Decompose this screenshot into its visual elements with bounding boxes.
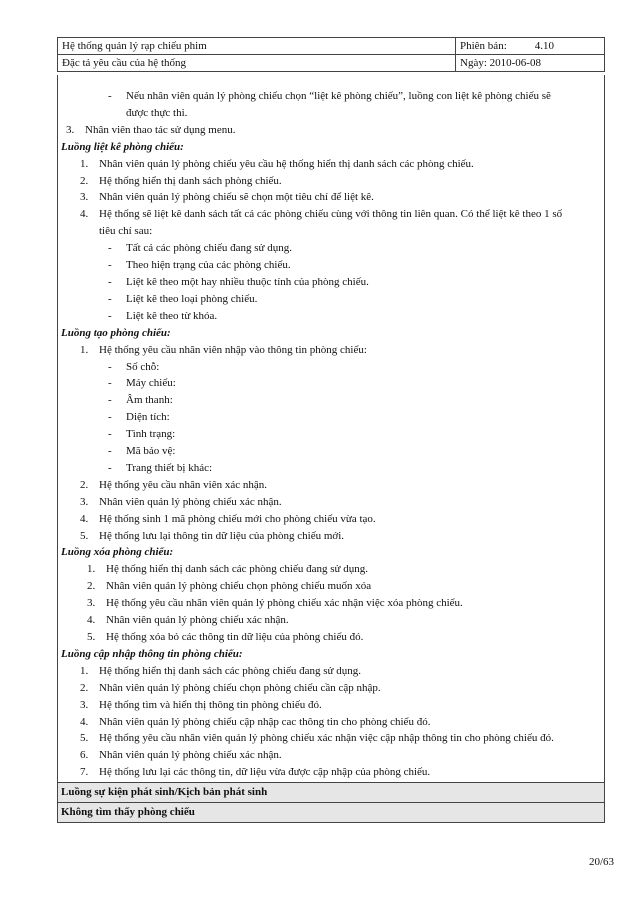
step-text: Hệ thống tìm và hiển thị thông tin phòng chiếu đó. [99,698,322,711]
step-number: 3. [80,191,89,204]
bullet-text: Diện tích: [126,411,170,424]
numbered-step [58,511,604,528]
bullet-text: Liệt kê theo một hay nhiều thuộc tính của phòng chiếu. [126,275,369,288]
step-text: Hệ thống hiển thị danh sách các phòng chiếu đang sử dụng. [99,664,361,677]
step-text: Hệ thống lưu lại thông tin dữ liệu của phòng chiếu mới. [99,529,345,542]
bullet-item [58,443,604,460]
step-number: 1. [80,343,89,356]
bullet-item [58,460,604,477]
section-heading: Luồng cập nhập thông tin phòng chiếu: [61,647,243,660]
dash-bullet: - [108,275,112,288]
version-label: Phiên bản: [460,40,507,52]
bullet-item [58,291,604,308]
section-heading: Luồng tạo phòng chiếu: [61,326,171,339]
numbered-step [58,342,604,359]
step-text: Hệ thống hiển thị danh sách các phòng chiếu đang sử dụng. [106,563,368,576]
bullet-item [58,257,604,274]
page-number: 20/63 [588,856,614,868]
bullet-text: Mã bảo vệ: [126,445,176,458]
section-heading: Luồng liệt kê phòng chiếu: [61,140,184,153]
dash-bullet: - [108,394,112,407]
step-number: 4. [80,512,89,525]
step-text: Nhân viên quản lý phòng chiếu xác nhận. [99,749,282,762]
dash-bullet: - [108,292,112,305]
step-text: Hệ thống xóa bỏ các thông tin dữ liệu của phòng chiếu đó. [106,631,364,643]
bullet-item [58,392,604,409]
dash-bullet: - [108,309,112,322]
dash-bullet: - [108,445,112,458]
step-text: Nhân viên thao tác sử dụng menu. [85,123,236,136]
bullet-item [58,426,604,443]
step-number: 5. [87,631,96,643]
numbered-step [58,494,604,511]
numbered-step [58,477,604,494]
step-number: 1. [87,563,96,576]
step-number: 5. [80,732,89,745]
bullet-text: Liệt kê theo loại phòng chiếu. [126,292,258,305]
bullet-item [58,308,604,325]
bullet-item [58,240,604,257]
numbered-step [58,595,604,612]
step-number: 3. [80,495,89,508]
section-heading: Luồng xóa phòng chiếu: [61,546,174,559]
date-cell: Ngày: 2010-06-08 [456,55,605,72]
numbered-step [58,680,604,697]
bullet-text: Số chỗ: [126,360,160,373]
step-number: 3. [80,698,89,711]
version-cell [456,38,605,55]
continuation-line: được thực thi. [126,106,188,119]
continuation-line: tiêu chí sau: [99,225,153,238]
step-text: Hệ thống yêu cầu nhân viên nhập vào thông tin phòng chiếu: [99,343,367,356]
step-text: Hệ thống sẽ liệt kê danh sách tất cả các phòng chiếu cùng với thông tin liên quan. Có thể liệt kê theo 1 số [99,208,563,221]
bullet-text: Tất cả các phòng chiếu đang sử dụng. [126,242,293,255]
numbered-step [58,206,604,223]
use-case-flow-box [57,75,605,782]
numbered-step [58,714,604,731]
numbered-step [58,578,604,595]
numbered-step [58,730,604,747]
bullet-text: Liệt kê theo từ khóa. [126,309,218,322]
step-number: 2. [80,681,89,694]
numbered-step [58,189,604,206]
step-text: Nhân viên quản lý phòng chiếu chọn phòng chiếu cần cập nhập. [99,681,381,694]
step-number: 4. [80,208,89,221]
step-text: Nhân viên quản lý phòng chiếu xác nhận. [106,614,289,627]
dash-bullet: - [108,90,112,102]
step-number: 2. [80,174,89,187]
dash-bullet: - [108,428,112,441]
step-number: 1. [80,157,89,170]
step-text: Hệ thống lưu lại các thông tin, dữ liệu vừa được cập nhập của phòng chiếu. [99,766,431,779]
step-number: 7. [80,766,89,779]
numbered-step [58,561,604,578]
numbered-step [58,747,604,764]
step-number: 2. [80,478,89,491]
step-number: 5. [80,529,89,542]
step-number: 4. [87,614,96,627]
numbered-step [58,528,604,545]
bullet-text: Nếu nhân viên quản lý phòng chiếu chọn “liệt kê phòng chiếu”, luồng con liệt kê phòng chiếu sẽ [126,90,551,102]
step-text: Hệ thống yêu cầu nhân viên quản lý phòng chiếu xác nhận việc xóa phòng chiếu. [106,597,463,610]
step-text: Nhân viên quản lý phòng chiếu yêu cầu hệ thống hiển thị danh sách các phòng chiếu. [99,157,474,170]
step-text: Hệ thống yêu cầu nhân viên xác nhận. [99,478,267,491]
step-number: 6. [80,749,89,762]
dash-bullet: - [108,259,112,272]
bullet-item [58,409,604,426]
numbered-step [58,156,604,173]
dash-bullet: - [108,411,112,424]
bullet-text: Theo hiện trạng của các phòng chiếu. [126,259,291,272]
step-text: Nhân viên quản lý phòng chiếu xác nhận. [99,495,282,508]
bullet-item [58,359,604,376]
alternate-flows-box [57,782,605,823]
alternate-flow-heading: Luồng sự kiện phát sinh/Kịch bản phát sinh [58,783,604,802]
bullet-item [58,274,604,291]
dash-bullet: - [108,242,112,255]
step-text: Hệ thống sinh 1 mã phòng chiếu mới cho phòng chiếu vừa tạo. [99,512,376,525]
step-text: Hệ thống yêu cầu nhân viên quản lý phòng chiếu xác nhận việc cập nhập thông tin cho phòng chiếu đó. [99,732,554,745]
numbered-step [58,612,604,629]
step-text: Hệ thống hiển thị danh sách phòng chiếu. [99,174,282,187]
dash-bullet: - [108,461,112,474]
numbered-step [58,629,604,646]
step-number: 3. [66,123,75,136]
bullet-item [58,88,604,105]
alternate-flow-item: Không tìm thấy phòng chiếu [58,802,604,822]
dash-bullet: - [108,377,112,390]
document-header [57,37,605,72]
version-value: 4.10 [534,40,554,52]
flow-lines [58,75,604,781]
step-text: Nhân viên quản lý phòng chiếu cập nhập cac thông tin cho phòng chiếu đó. [99,715,431,728]
spec-title: Đặc tả yêu cầu của hệ thống [58,55,456,72]
bullet-text: Âm thanh: [126,394,173,407]
bullet-text: Tình trạng: [126,428,176,441]
numbered-step [58,173,604,190]
numbered-step [58,663,604,680]
step-text: Nhân viên quản lý phòng chiếu sẽ chọn một tiêu chí để liệt kê. [99,191,374,204]
system-name: Hệ thống quản lý rạp chiếu phim [58,38,456,55]
numbered-step [58,697,604,714]
step-number: 1. [80,664,89,677]
bullet-text: Máy chiếu: [126,377,176,390]
numbered-step [58,122,604,139]
dash-bullet: - [108,360,112,373]
numbered-step [58,764,604,781]
step-number: 3. [87,597,96,610]
bullet-item [58,375,604,392]
step-number: 2. [87,580,96,593]
bullet-text: Trang thiết bị khác: [126,461,213,474]
step-number: 4. [80,715,89,728]
step-text: Nhân viên quản lý phòng chiếu chọn phòng chiếu muốn xóa [106,580,372,593]
